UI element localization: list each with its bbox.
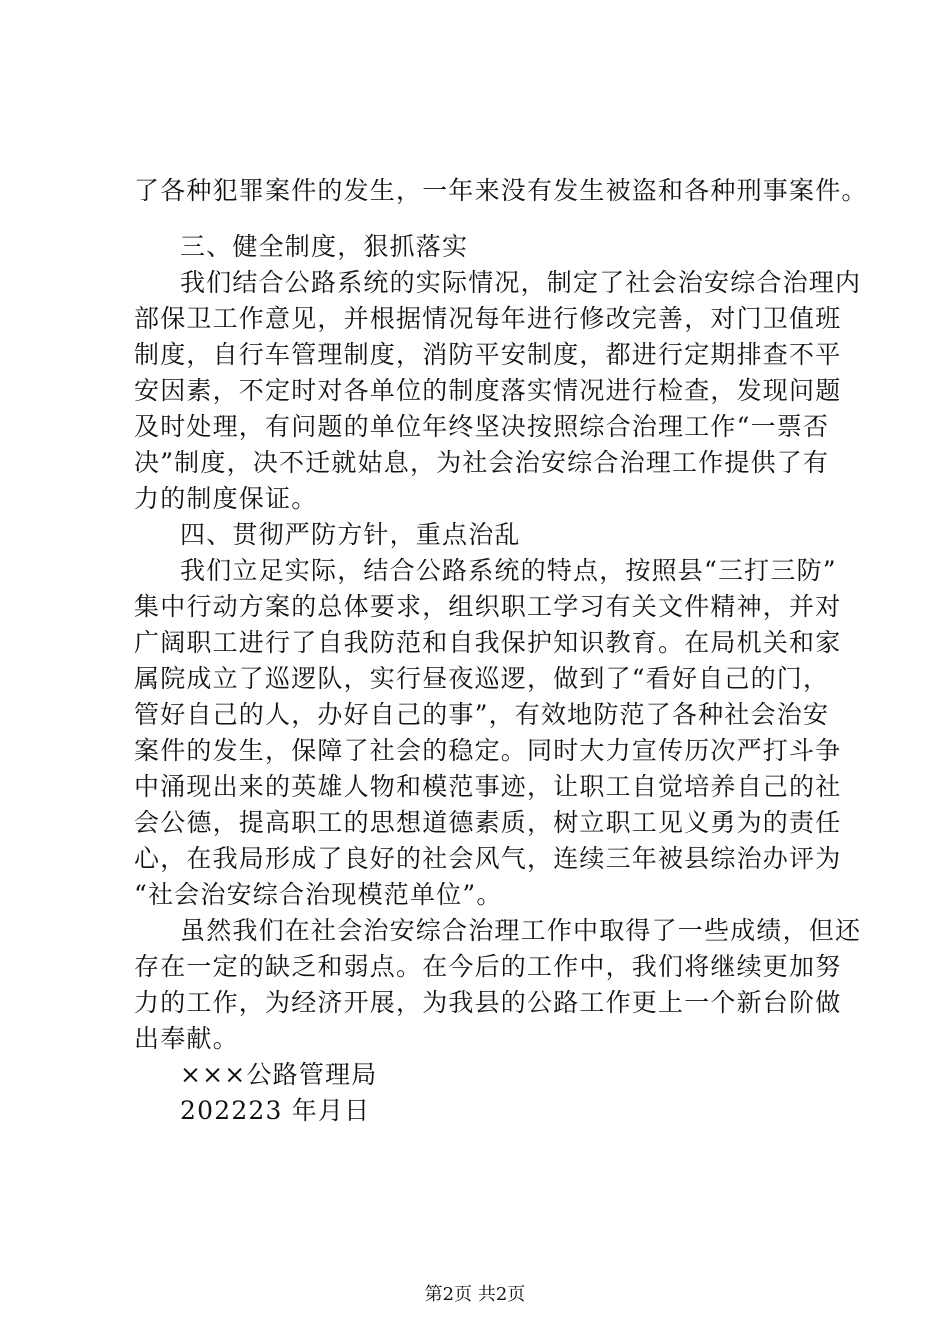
body-text-line: 广阔职工进行了自我防范和自我保护知识教育。在局机关和家 xyxy=(134,628,842,657)
body-text-line: 案件的发生，保障了社会的稳定。同时大力宣传历次严打斗争 xyxy=(134,736,842,765)
body-text-line: 力的制度保证。 xyxy=(134,484,318,513)
body-text-line: 安因素，不定时对各单位的制度落实情况进行检查，发现问题 xyxy=(134,376,842,405)
body-text-line: 出奉献。 xyxy=(134,1024,239,1053)
signature-organization: ×××公路管理局 xyxy=(180,1060,378,1089)
body-text-line: 心，在我局形成了良好的社会风气，连续三年被县综治办评为 xyxy=(134,844,842,873)
signature-date: 202223 年月日 xyxy=(180,1096,371,1125)
body-text-line: 及时处理，有问题的单位年终坚决按照综合治理工作“一票否 xyxy=(134,412,830,441)
body-text-line: 管好自己的人，办好自己的事”，有效地防范了各种社会治安 xyxy=(134,700,830,729)
body-text-line: 了各种犯罪案件的发生，一年来没有发生被盗和各种刑事案件。 xyxy=(134,176,868,205)
body-text-line: 我们结合公路系统的实际情况，制定了社会治安综合治理内 xyxy=(180,268,862,297)
section-heading: 三、健全制度，狠抓落实 xyxy=(180,232,469,261)
body-text-line: 存在一定的缺乏和弱点。在今后的工作中，我们将继续更加努 xyxy=(134,952,842,981)
body-text-line: 集中行动方案的总体要求，组织职工学习有关文件精神，并对 xyxy=(134,592,842,621)
body-text-line: 我们立足实际，结合公路系统的特点，按照县“三打三防” xyxy=(180,556,837,585)
body-text-line: “社会治安综合治现模范单位”。 xyxy=(134,880,503,909)
page-footer: 第2页 共2页 xyxy=(424,1284,526,1305)
body-text-line: 制度，自行车管理制度，消防平安制度，都进行定期排查不平 xyxy=(134,340,842,369)
body-text-line: 力的工作，为经济开展，为我县的公路工作更上一个新台阶做 xyxy=(134,988,842,1017)
body-text-line: 中涌现出来的英雄人物和模范事迹，让职工自觉培养自己的社 xyxy=(134,772,842,801)
body-text-line: 部保卫工作意见，并根据情况每年进行修改完善，对门卫值班 xyxy=(134,304,842,333)
body-text-line: 决”制度，决不迁就姑息，为社会治安综合治理工作提供了有 xyxy=(134,448,830,477)
body-text-line: 虽然我们在社会治安综合治理工作中取得了一些成绩，但还 xyxy=(180,916,862,945)
body-text-line: 属院成立了巡逻队，实行昼夜巡逻，做到了“看好自己的门， xyxy=(134,664,830,693)
section-heading: 四、贯彻严防方针，重点治乱 xyxy=(180,520,521,549)
body-text-line: 会公德，提高职工的思想道德素质，树立职工见义勇为的责任 xyxy=(134,808,842,837)
